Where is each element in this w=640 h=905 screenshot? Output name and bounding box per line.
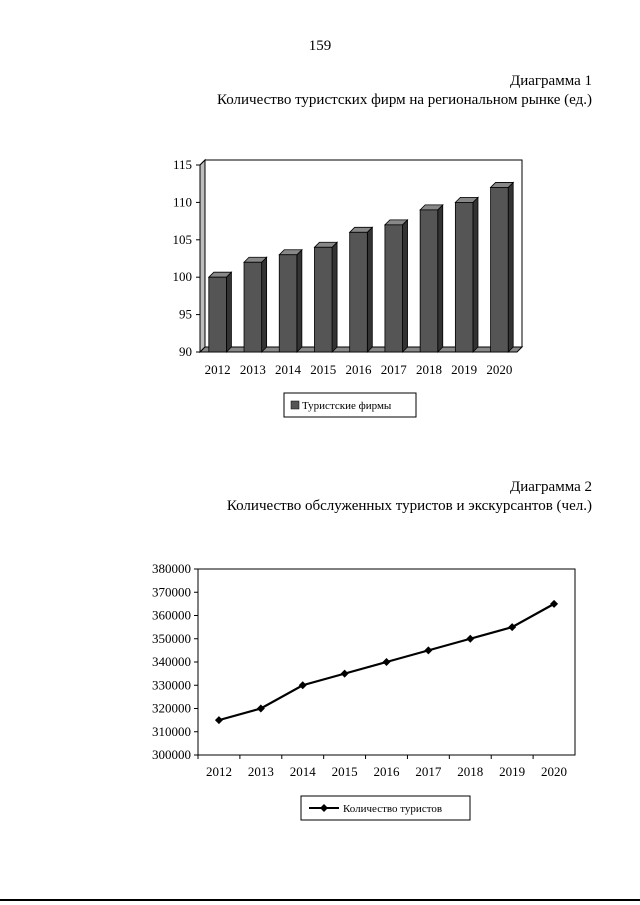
chart1-bar-side	[438, 205, 443, 352]
chart1-x-tick-label: 2016	[345, 362, 372, 377]
chart1-bar	[314, 247, 332, 352]
chart2-y-tick-label: 360000	[152, 607, 191, 623]
chart1-bar	[209, 277, 227, 352]
chart2-x-tick-label: 2017	[415, 764, 442, 779]
chart1-x-tick-label: 2013	[239, 362, 266, 377]
chart1-x-tick-label: 2015	[310, 362, 337, 377]
chart1-y-tick-label: 95	[179, 306, 192, 322]
chart1-bar-side	[403, 220, 408, 352]
chart2-legend-label: Количество туристов	[343, 803, 443, 815]
chart1-bar-side	[262, 257, 267, 352]
chart2-y-tick-label: 370000	[152, 584, 191, 600]
chart2-legend	[301, 796, 470, 820]
chart1-bar-side	[367, 227, 372, 352]
chart2-x-tick-label: 2014	[289, 764, 316, 779]
chart2-x-tick-label: 2020	[541, 764, 568, 779]
chart2-y-tick-label: 300000	[152, 747, 191, 762]
chart1-x-tick-labels	[205, 362, 513, 377]
chart1-title: Количество туристских фирм на региональном рынке (ед.)	[216, 92, 592, 108]
page-number: 159	[308, 38, 332, 54]
chart1-caption: Диаграмма 1	[509, 73, 592, 89]
chart2-title: Количество обслуженных туристов и экскурсантов (чел.)	[226, 498, 592, 514]
chart1-y-tick-labels	[173, 157, 193, 359]
chart2-caption: Диаграмма 2	[509, 479, 592, 495]
chart2-x-tick-label: 2015	[331, 764, 358, 779]
chart1-y-tick-label: 105	[172, 231, 192, 247]
chart2-x-tick-labels	[206, 764, 567, 779]
chart1-bar	[420, 210, 438, 352]
chart1-y-tick-label: 100	[172, 269, 192, 285]
chart1-bar-side	[508, 182, 513, 352]
chart1-bar-side	[226, 272, 231, 352]
chart1-bar	[244, 262, 262, 352]
chart2-y-tick-label: 310000	[152, 723, 191, 739]
chart1-x-tick-label: 2014	[275, 362, 302, 377]
page-bottom-rule	[0, 899, 640, 901]
chart2-x-tick-label: 2018	[457, 764, 484, 779]
chart1-bar	[385, 225, 403, 352]
chart2-x-tick-label: 2016	[373, 764, 400, 779]
chart1-bar	[455, 202, 473, 352]
chart1-y-tick-label: 110	[172, 194, 192, 210]
chart1-bar	[350, 232, 368, 352]
chart1-x-tick-label: 2019	[451, 362, 478, 377]
chart2-heading	[227, 478, 592, 516]
chart2-y-tick-labels	[152, 561, 191, 762]
chart1-bar-side	[473, 197, 478, 352]
chart1-x-tick-label: 2017	[380, 362, 407, 377]
chart2-y-tick-label: 380000	[152, 561, 191, 576]
chart1-bar-side	[297, 250, 302, 352]
chart1-legend	[284, 393, 416, 417]
chart2-x-tick-label: 2019	[499, 764, 526, 779]
line-chart-tourists	[0, 540, 640, 840]
chart1-bar-side	[332, 242, 337, 352]
chart1-y-tick-label: 115	[172, 157, 192, 172]
chart2-x-tick-label: 2013	[247, 764, 274, 779]
bar-chart-tourist-firms	[0, 0, 640, 450]
chart2-x-tick-label: 2012	[205, 764, 232, 779]
chart1-legend-swatch	[291, 401, 299, 409]
chart1-side-wall	[200, 160, 205, 352]
chart1-x-tick-label: 2012	[204, 362, 231, 377]
chart2-y-tick-label: 330000	[152, 677, 191, 693]
chart2-y-tick-label: 350000	[152, 630, 191, 646]
chart1-x-tick-label: 2020	[486, 362, 513, 377]
chart1-x-tick-label: 2018	[415, 362, 442, 377]
chart2-y-tick-label: 340000	[152, 654, 191, 669]
chart2-y-tick-label: 320000	[152, 700, 191, 716]
chart1-bar	[491, 187, 509, 352]
chart1-bar	[279, 255, 297, 352]
chart1-legend-label: Туристские фирмы	[302, 400, 392, 412]
chart1-y-tick-label: 90	[179, 344, 192, 359]
